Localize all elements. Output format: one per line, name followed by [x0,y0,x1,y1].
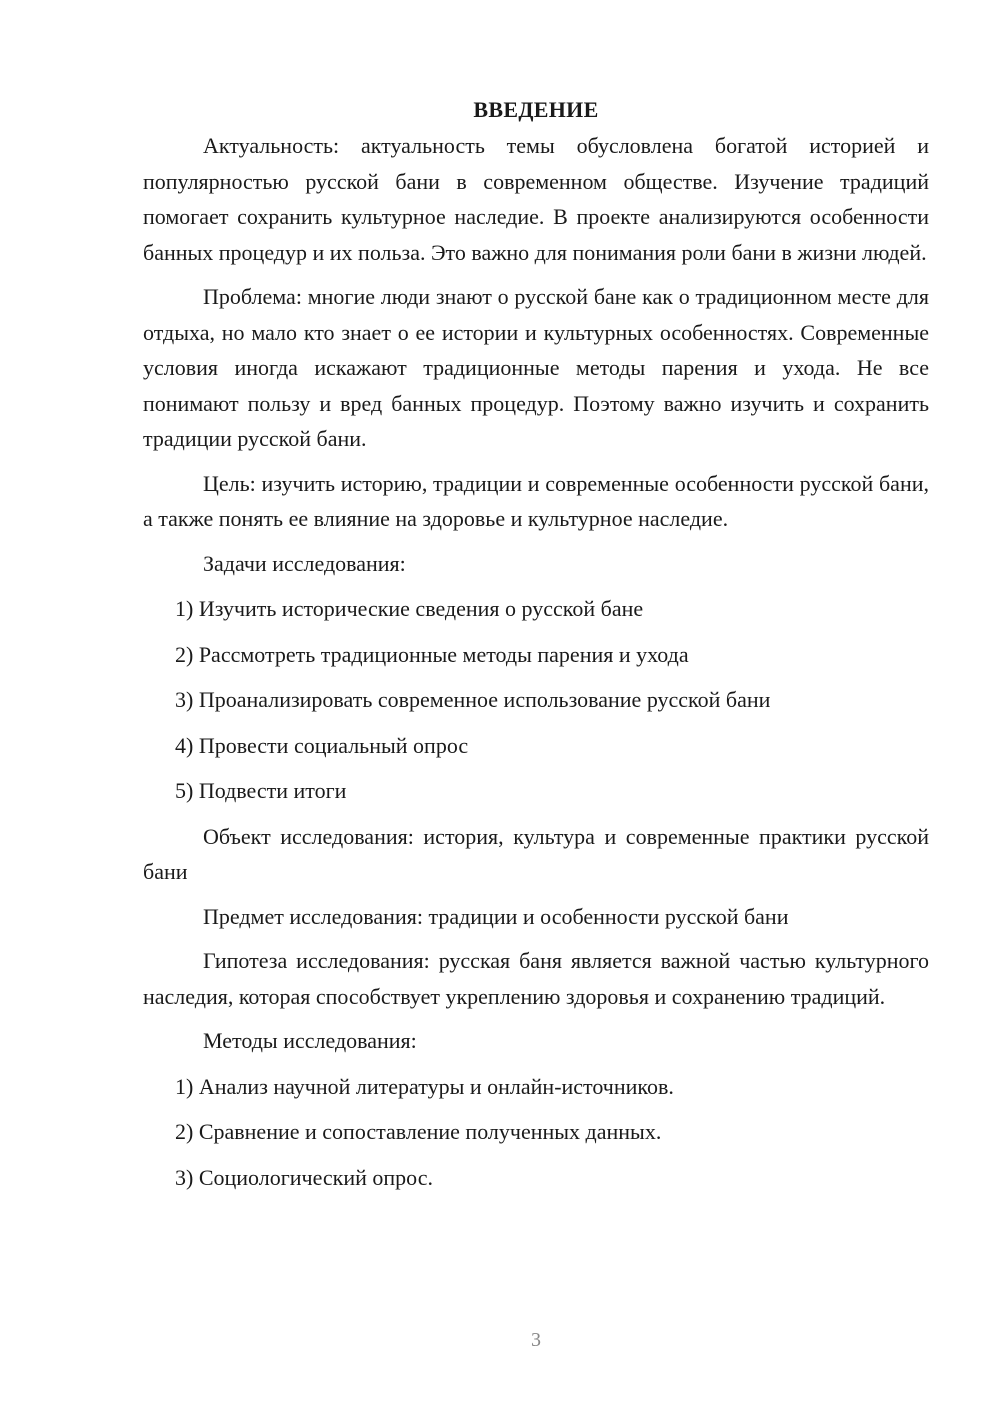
task-item: 2) Рассмотреть традиционные методы парения и ухода [175,641,689,667]
methods-label: Методы исследования: [203,1028,417,1053]
method-item: 2) Сравнение и сопоставление полученных данных. [175,1119,662,1144]
method-item: 3) Социологический опрос. [175,1164,433,1190]
problem-paragraph: Проблема: многие люди знают о русской бане как о традиционном месте для отдыха, но мало кто знает о ее истории и культурных особенностях. Современные условия иногда искажают традиционные методы парения и ухода. Не все понимают пользу и вред банных процедур. Поэтому важно изучить и сохранить традиции русской бани. [143,284,929,451]
task-item: 3) Проанализировать современное использование русской бани [175,687,771,712]
hypothesis-paragraph: Гипотеза исследования: русская баня является важной частью культурного наследия, которая способствует укреплению здоровья и сохранению традиций. [143,948,929,1009]
task-item: 1) Изучить исторические сведения о русской бане [175,596,644,621]
task-item: 5) Подвести итоги [175,778,347,803]
tasks-label: Задачи исследования: [203,550,406,576]
task-item: 4) Провести социальный опрос [175,732,469,758]
object-paragraph: Объект исследования: история, культура и современные практики русской бани [143,823,929,884]
methods-list [143,1069,929,1196]
subject-paragraph: Предмет исследования: традиции и особенности русской бани [203,903,789,929]
document-page [143,92,929,1205]
page-number: 3 [531,1329,541,1351]
goal-paragraph: Цель: изучить историю, традиции и современные особенности русской бани, а также понять ее влияние на здоровье и культурное наследие. [143,470,929,531]
page-title: ВВЕДЕНИЕ [473,97,599,122]
relevance-paragraph: Актуальность: актуальность темы обусловлена богатой историей и популярностью русской бани в современном обществе. Изучение традиций помогает сохранить культурное наследие. В проекте анализируются особенности банных процедур и их польза. Это важно для понимания роли бани в жизни людей. [143,133,929,265]
method-item: 1) Анализ научной литературы и онлайн-источников. [175,1073,674,1099]
tasks-list [143,591,929,809]
